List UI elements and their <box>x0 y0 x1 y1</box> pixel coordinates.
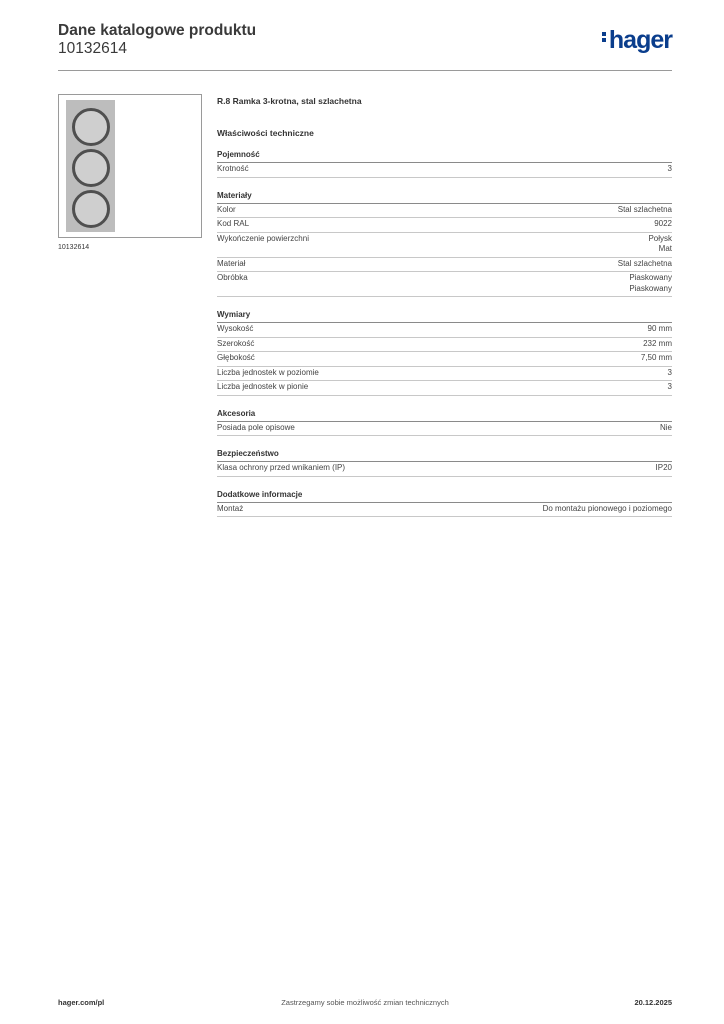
logo-dots-icon <box>602 30 607 44</box>
property-value <box>618 259 672 270</box>
property-value-line: 3 <box>667 382 672 391</box>
footer-website: hager.com/pl <box>58 998 105 1007</box>
group-title: Dodatkowe informacje <box>217 489 672 503</box>
property-value-line: IP20 <box>655 463 672 472</box>
property-group <box>217 448 672 477</box>
property-row <box>217 163 672 178</box>
logo-text: hager <box>608 26 672 54</box>
property-value <box>618 205 672 216</box>
property-value <box>643 339 672 350</box>
group-title: Pojemność <box>217 149 672 163</box>
property-label: Wykończenie powierzchni <box>217 233 309 243</box>
property-value <box>656 463 672 474</box>
property-label: Klasa ochrony przed wnikaniem (IP) <box>217 463 346 472</box>
property-label: Głębokość <box>217 353 255 362</box>
property-label: Wysokość <box>217 324 254 333</box>
property-group <box>217 190 672 298</box>
image-caption: 10132614 <box>58 244 90 251</box>
property-value-line: Połysk <box>648 233 672 243</box>
property-value-line: 232 mm <box>643 338 672 348</box>
group-title: Bezpieczeństwo <box>217 448 672 462</box>
property-row <box>217 338 672 353</box>
property-value <box>648 324 672 335</box>
footer-disclaimer: Zastrzegamy sobie możliwość zmian technicznych <box>281 998 449 1007</box>
product-image <box>58 94 202 238</box>
property-row <box>217 233 672 258</box>
property-value-line: Mat <box>658 244 672 253</box>
property-value-line: Piaskowany <box>629 283 672 293</box>
property-label: Liczba jednostek w pionie <box>217 382 309 391</box>
property-label: Kod RAL <box>217 219 250 228</box>
property-group <box>217 309 672 396</box>
property-label: Posiada pole opisowe <box>217 422 295 432</box>
property-value <box>668 164 672 175</box>
property-value <box>629 273 672 294</box>
property-label: Kolor <box>217 204 236 214</box>
document-header <box>58 22 672 71</box>
property-row <box>217 462 672 477</box>
property-row <box>217 204 672 219</box>
product-number: 10132614 <box>58 40 127 57</box>
frame-plate-icon <box>66 100 115 232</box>
property-label: Liczba jednostek w poziomie <box>217 367 319 377</box>
property-value <box>641 353 672 364</box>
group-title: Wymiary <box>217 309 672 323</box>
property-row <box>217 218 672 233</box>
property-value <box>648 234 672 255</box>
property-row <box>217 258 672 273</box>
group-title: Akcesoria <box>217 408 672 422</box>
property-label: Materiał <box>217 258 246 268</box>
property-value-line: 3 <box>667 367 672 377</box>
property-value <box>543 504 672 515</box>
property-row <box>217 422 672 437</box>
property-value-line: Stal szlachetna <box>617 204 672 214</box>
property-value <box>654 219 672 230</box>
property-value-line: Stal szlachetna <box>617 258 672 268</box>
property-groups <box>217 149 672 517</box>
property-value-line: 90 mm <box>647 324 672 333</box>
footer-date: 20.12.2025 <box>634 998 672 1007</box>
property-value-line: 7,50 mm <box>640 353 672 362</box>
group-title: Materiały <box>217 190 672 204</box>
property-row <box>217 352 672 367</box>
property-row <box>217 367 672 382</box>
product-name: R.8 Ramka 3-krotna, stal szlachetna <box>217 96 362 106</box>
property-value-line: 3 <box>667 164 672 173</box>
socket-opening-icon <box>72 108 110 146</box>
property-row <box>217 272 672 297</box>
property-value-line: Do montażu pionowego i poziomego <box>542 503 672 513</box>
property-group <box>217 408 672 437</box>
socket-opening-icon <box>72 149 110 187</box>
property-label: Obróbka <box>217 273 248 282</box>
property-value-line: Nie <box>659 422 672 432</box>
property-value <box>668 368 672 379</box>
property-row <box>217 323 672 338</box>
product-details <box>217 96 672 517</box>
property-value <box>668 382 672 393</box>
property-group <box>217 489 672 518</box>
property-value-line: 9022 <box>654 219 672 228</box>
property-label: Krotność <box>217 164 249 173</box>
section-heading: Właściwości techniczne <box>217 128 314 138</box>
property-label: Montaż <box>217 503 244 513</box>
hager-logo <box>602 26 672 54</box>
property-label: Szerokość <box>217 338 255 348</box>
property-row <box>217 503 672 518</box>
property-value <box>660 423 672 434</box>
property-value-line: Piaskowany <box>629 273 672 282</box>
document-title: Dane katalogowe produktu <box>58 22 257 39</box>
property-group <box>217 149 672 178</box>
property-row <box>217 381 672 396</box>
socket-opening-icon <box>72 190 110 228</box>
